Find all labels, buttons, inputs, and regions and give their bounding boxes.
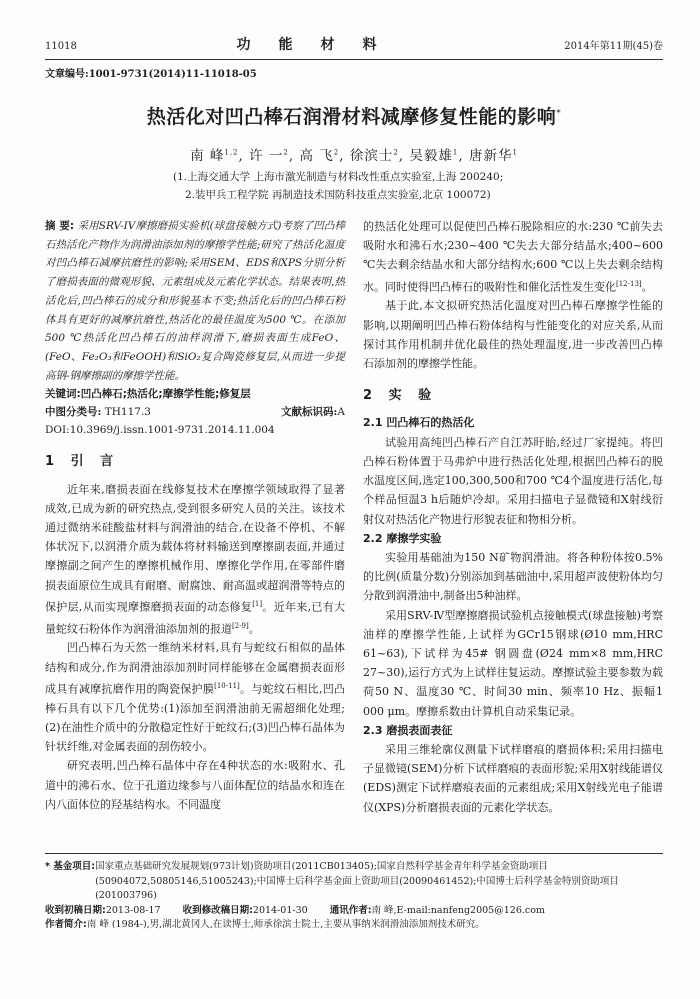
- journal-name: 功能材料: [236, 37, 405, 53]
- author: 许 一$^2$: [249, 148, 289, 164]
- paragraph: 基于此,本文拟研究热活化温度对凹凸棒石摩擦学性能的影响,以期阐明凹凸棒石粉体结构与性能变化的对应关系,从而探讨其作用机制并优化最佳的热处理温度,进一步改善凹凸棒石添加剂的摩擦学性能。: [363, 299, 663, 371]
- abstract: [45, 217, 345, 385]
- keywords: 关键词:凹凸棒石;热活化;摩擦学性能;修复层: [45, 388, 251, 401]
- paragraph: 采用三维轮廓仪测量下试样磨痕的磨损体积;采用扫描电子显微镜(SEM)分析下试样磨痕的表面形貌;采用X射线能谱仪(EDS)测定下试样磨痕表面的元素组成;采用X射线光电子能谱仪(XPS)分析磨损表面的元素化学状态。: [363, 742, 663, 814]
- author: 高 飞$^2$: [299, 148, 340, 164]
- left-column: [45, 217, 345, 817]
- paragraph: 实验用基础油为150 N矿物润滑油。将各种粉体按0.5%的比例(质量分数)分别添加到基础油中,采用超声波使粉体均匀分散到润滑油中,制备出5种油样。: [363, 550, 663, 603]
- paper-title: [45, 102, 663, 129]
- article-number: 文章编号:1001-9731(2014)11-11018-05: [45, 69, 257, 80]
- paragraph: 采用SRV-Ⅳ型摩擦磨损试验机点接触模式(球盘接触)考察油样的摩擦学性能,上试样为GCr15钢球(Ø10 mm,HRC 61~63),下试样为45# 钢圆盘(Ø24 mm×8 mm,HRC 27~30),运行方式为上试样往复运动。摩擦试验主要参数为载荷50 N、温度30 ℃、时间30 min、频率10 Hz、振幅1 000 μm。摩擦系数由计算机自动采集记录。: [363, 608, 663, 718]
- funding-note: * 基金项目: 国家重点基础研究发展规划(973计划)资助项目(2011CB013405);国家自然科学基金青年科学基金资助项目(50904072,50805146,51005243);中国博士后科学基金面上资助项目(20090461452);中国博士后科学基金特别资助项目(201003796): [45, 861, 619, 901]
- section-heading: 1 引 言: [45, 454, 120, 470]
- paragraph: 的热活化处理可以促使凹凸棒石脱除相应的水:230 ℃前失去吸附水和沸石水;230~400 ℃失去大部分结晶水;400~600 ℃失去剩余结晶水和大部分结构水;600 ℃以上失去剩余结构水。同时使得凹凸棒石的吸附性和催化活性发生变化[12-13]。: [363, 220, 663, 294]
- page-number: 11018: [45, 41, 77, 52]
- paragraph: 凹凸棒石为天然一维纳米材料,具有与蛇纹石相似的晶体结构和成分,作为润滑油添加剂时同样能够在金属磨损表面形成具有减摩抗磨作用的陶瓷保护膜[10-11]。与蛇纹石相比,凹凸棒石具有以下几个优势:(1)添加至润滑油前无需超细化处理;(2)在油性介质中的分散稳定性好于蛇纹石;(3)凹凸棒石晶体为针状纤维,对金属表面的刮伤较小。: [45, 641, 345, 754]
- paragraph: 近年来,磨损表面在线修复技术在摩擦学领域取得了显著成效,已成为新的研究热点,受到很多研究人员的关注。该技术通过微纳米硅酸盐材料与润滑油的结合,在设备不停机、不解体状况下,以润滑介质为载体将材料输送到摩擦副表面,并通过摩擦副之间产生的摩擦机械作用、摩擦化学作用,在零部件磨损表面原位生成具有耐磨、耐腐蚀、耐高温或超润滑等特点的保护层,从而实现摩擦磨损表面的动态修复[1]。近年来,已有大量蛇纹石粉体作为润滑油添加剂的报道[2-9]。: [45, 482, 345, 636]
- abstract-text: 采用SRV-IV摩擦磨损实验机(球盘接触方式)考察了凹凸棒石热活化产物作为润滑油添加剂的摩擦学性能;研究了热活化温度对凹凸棒石减摩抗磨性的影响;采用SEM、EDS和XPS分别分析了磨损表面的微观形貌、元素组成及元素化学状态。结果表明,热活化后,凹凸棒石的成分和形貌基本不变;热活化后的凹凸棒石粉体具有更好的减摩抗磨性,热活化的最佳温度为500 ℃。在添加500 ℃热活化凹凸棒石的油样润滑下,磨损表面生成FeO、(FeO、Fe₂O₃和FeOOH)和SiO₂复合陶瓷修复层,从而进一步提高钢-钢摩擦副的摩擦学性能。: [45, 220, 345, 382]
- footnote: [45, 853, 663, 933]
- subsection-heading: 2.3 磨损表面表征: [363, 723, 453, 737]
- right-column: [363, 217, 663, 817]
- classification: 中图分类号: TH117.3 文献标识码:A: [45, 406, 345, 419]
- affiliation-2: 2.装甲兵工程学院 再制造技术国防科技重点实验室,北京 100072): [185, 189, 491, 201]
- dates-row: 收到初稿日期:2013-08-17 收到修改稿日期:2014-01-30 通讯作者:南 峰,E-mail:nanfeng2005@126.com: [45, 904, 545, 916]
- title-footnote-mark: *: [556, 108, 562, 119]
- section-heading: 2 实 验: [363, 388, 438, 404]
- affiliations: [45, 168, 663, 204]
- paragraph: 试验用高纯凹凸棒石产自江苏盱眙,经过厂家提纯。将凹凸棒石粉体置于马弗炉中进行热活化处理,根据凹凸棒石的脱水温度区间,选定100,300,500和700 ℃4个温度进行活化,每个样品恒温3 h后随炉冷却。采用扫描电子显微镜和X射线衍射仪对热活化产物进行形貌表征和物相分析。: [363, 435, 663, 526]
- author-list: 南 峰$^{1,2}$, 许 一$^2$, 高 飞$^2$, 徐滨士$^2$, 吴毅雄$^1$, 唐新华$^1$: [190, 148, 518, 164]
- author: 吴毅雄$^1$: [409, 148, 459, 164]
- doi: DOI:10.3969/j.issn.1001-9731.2014.11.004: [45, 424, 275, 437]
- paragraph: 研究表明,凹凸棒石晶体中存在4种状态的水:吸附水、孔道中的沸石水、位于孔道边缘参与八面体配位的结晶水和连在内八面体位的羟基结构水。不同温度: [45, 759, 345, 811]
- subsection-heading: 2.2 摩擦学实验: [363, 531, 442, 545]
- author: 南 峰$^{1,2}$: [190, 148, 239, 164]
- author-bio: 作者简介: 南 峰 (1984-),男,湖北黄冈人,在读博士,师承徐滨士院士,主要从事纳米润滑油添加剂技术研究。: [45, 919, 485, 930]
- title-text: 热活化对凹凸棒石润滑材料减摩修复性能的影响: [146, 106, 557, 128]
- author: 唐新华$^1$: [468, 148, 518, 164]
- issue-info: 2014年第11期(45)卷: [564, 41, 663, 52]
- subsection-heading: 2.1 凹凸棒石的热活化: [363, 416, 475, 430]
- article-page: [45, 34, 663, 817]
- author: 徐滨士$^2$: [349, 148, 399, 164]
- abstract-label: 摘 要:: [45, 220, 75, 232]
- running-header: [45, 34, 663, 60]
- affiliation-1: (1.上海交通大学 上海市激光制造与材料改性重点实验室,上海 200240;: [173, 171, 504, 183]
